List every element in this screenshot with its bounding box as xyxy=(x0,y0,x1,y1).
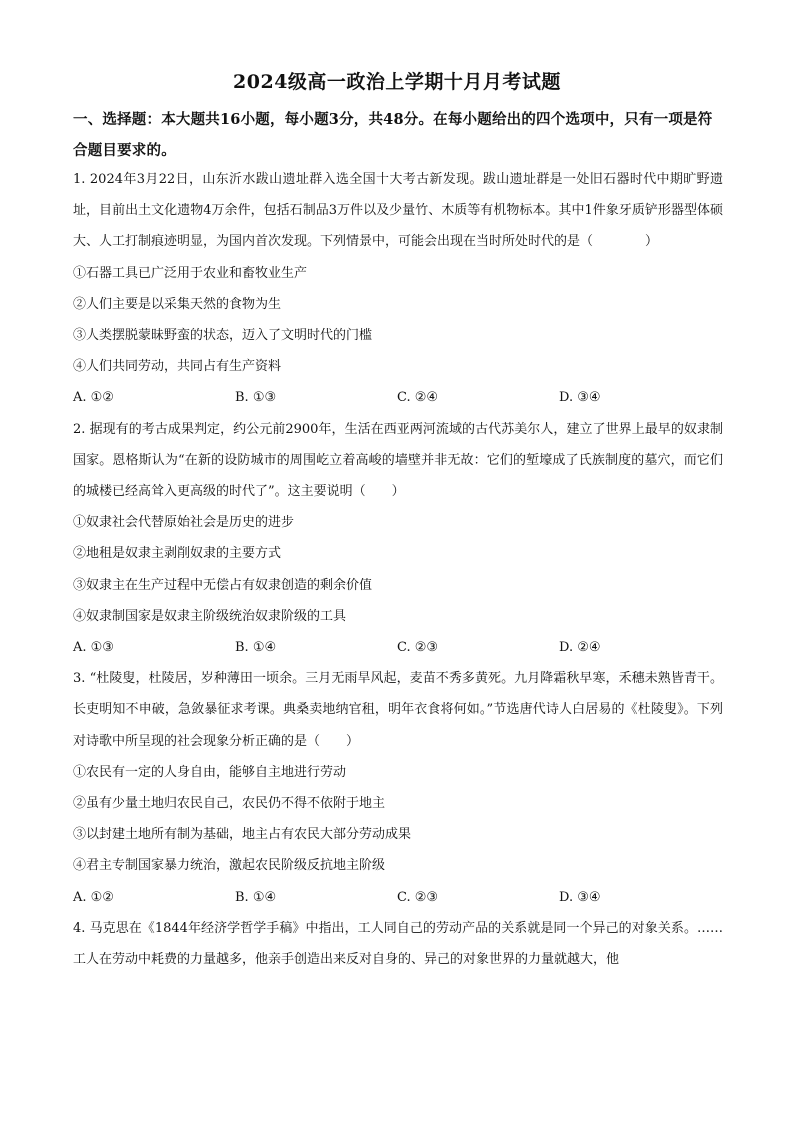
statement-option: ④君主专制国家暴力统治，激起农民阶级反抗地主阶级 xyxy=(73,858,386,874)
question-4 xyxy=(73,913,723,975)
question-stem: 3. “杜陵叟，杜陵居，岁种薄田一顷余。三月无雨旱风起，麦苗不秀多黄死。九月降霜秋早寒，禾穗未熟皆青干。长吏明知不申破，急敛暴征求考课。典桑卖地纳官租，明年衣食将何如。”节选唐代诗人白居易的《杜陵叟》。下列对诗歌中所呈现的社会现象分析正确的是（ ） xyxy=(73,671,723,749)
statement-option: ③以封建土地所有制为基础，地主占有农民大部分劳动成果 xyxy=(73,827,412,843)
statement-option: ②地租是奴隶主剥削奴隶的主要方式 xyxy=(73,546,282,562)
question-2 xyxy=(73,414,723,664)
statement-option: ③人类摆脱蒙昧野蛮的状态，迈入了文明时代的门槛 xyxy=(73,328,373,344)
choice-a: A. ①③ xyxy=(73,640,114,656)
answer-choices xyxy=(73,632,723,663)
statement-option: ④人们共同劳动，共同占有生产资料 xyxy=(73,359,282,375)
choice-b: B. ①④ xyxy=(235,640,277,656)
question-stem: 2. 据现有的考古成果判定，约公元前2900年，生活在西亚两河流域的古代苏美尔人，建立了世界上最早的奴隶制国家。恩格斯认为“在新的设防城市的周围屹立着高峻的墙壁并非无故：它们的堑壕成了氏族制度的墓穴，而它们的城楼已经高耸入更高级的时代了”。这主要说明（ ） xyxy=(73,421,723,500)
choice-b: B. ①③ xyxy=(235,390,277,406)
statement-option: ②人们主要是以采集天然的食物为生 xyxy=(73,296,282,312)
choice-b: B. ①④ xyxy=(235,889,277,905)
choice-d: D. ③④ xyxy=(559,390,601,406)
answer-choices xyxy=(73,882,723,913)
question-stem: 4. 马克思在《1844年经济学哲学手稿》中指出，工人同自己的劳动产品的关系就是同一个异己的对象关系。……工人在劳动中耗费的力量越多，他亲手创造出来反对自身的、异己的对象世界的力量就越大，他 xyxy=(73,920,723,968)
statement-option: ②虽有少量土地归农民自己，农民仍不得不依附于地主 xyxy=(73,796,386,812)
statement-option: ①奴隶社会代替原始社会是历史的进步 xyxy=(73,515,295,531)
choice-d: D. ③④ xyxy=(559,889,601,905)
question-3 xyxy=(73,663,723,913)
question-stem: 1. 2024年3月22日，山东沂水跋山遗址群入选全国十大考古新发现。跋山遗址群是一处旧石器时代中期旷野遗址，目前出土文化遗物4万余件，包括石制品3万件以及少量竹、木质等有机物标本。其中1件象牙质铲形器型体硕大、人工打制痕迹明显，为国内首次发现。下列情景中，可能会出现在当时所处时代的是（ ） xyxy=(73,172,723,250)
choice-c: C. ②③ xyxy=(397,889,439,905)
question-list xyxy=(73,164,723,975)
statement-option: ④奴隶制国家是奴隶主阶级统治奴隶阶级的工具 xyxy=(73,608,347,624)
statement-option: ①农民有一定的人身自由，能够自主地进行劳动 xyxy=(73,764,347,780)
choice-c: C. ②④ xyxy=(397,390,439,406)
choice-a: A. ①② xyxy=(73,889,114,905)
statement-option: ③奴隶主在生产过程中无偿占有奴隶创造的剩余价值 xyxy=(73,577,373,593)
choice-a: A. ①② xyxy=(73,390,114,406)
statement-option: ①石器工具已广泛用于农业和畜牧业生产 xyxy=(73,265,308,281)
section-heading: 一、选择题：本大题共16小题，每小题3分，共48分。在每小题给出的四个选项中，只有一项是符合题目要求的。 xyxy=(73,111,713,159)
choice-c: C. ②③ xyxy=(397,640,439,656)
page-title: 2024级高一政治上学期十月月考试题 xyxy=(233,71,561,93)
question-1 xyxy=(73,164,723,414)
choice-d: D. ②④ xyxy=(559,640,601,656)
answer-choices xyxy=(73,382,723,413)
